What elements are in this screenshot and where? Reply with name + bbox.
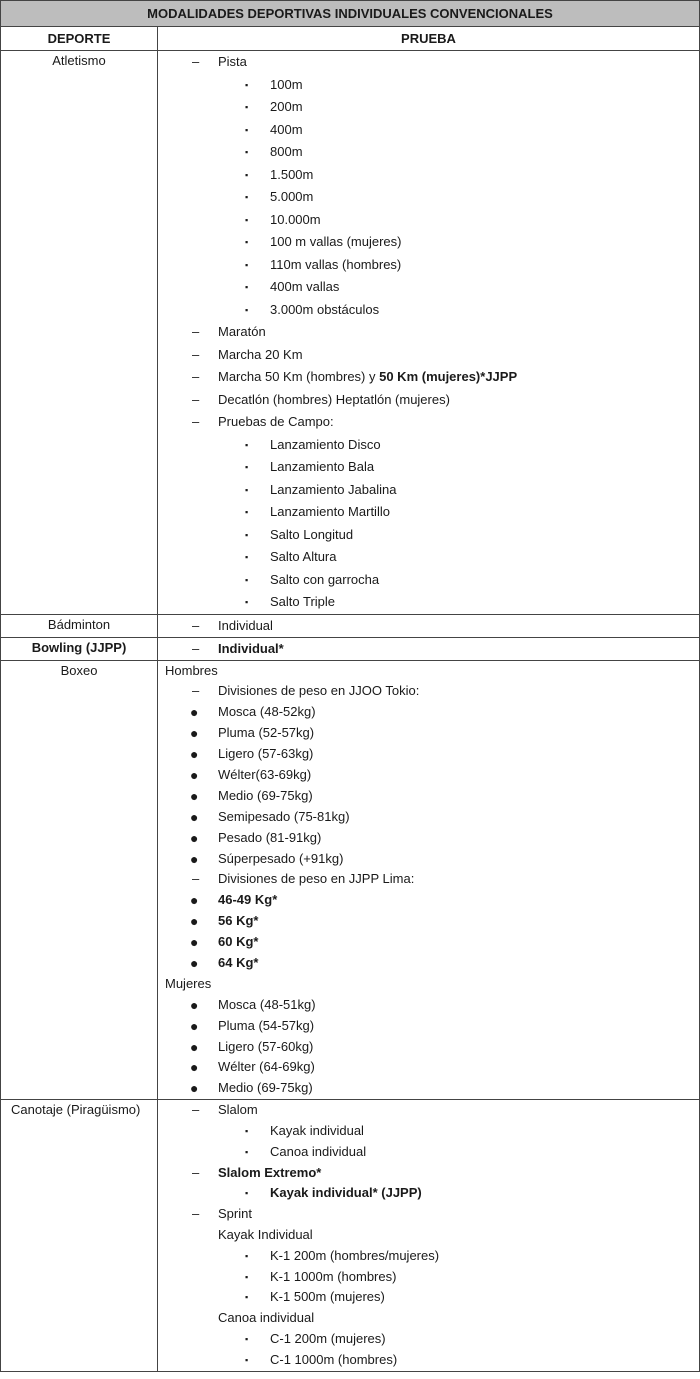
list-item bbox=[158, 1037, 699, 1058]
square-bullet-icon: ▪ bbox=[245, 1250, 249, 1261]
list-item-label: Kayak individual bbox=[270, 1123, 364, 1138]
list-item-text bbox=[158, 1310, 314, 1325]
square-bullet-icon: ▪ bbox=[245, 529, 249, 540]
list-item bbox=[158, 1057, 699, 1078]
list-item bbox=[158, 807, 699, 828]
list-item bbox=[158, 890, 699, 911]
dot-bullet-icon: ● bbox=[190, 934, 199, 951]
list-item bbox=[158, 974, 699, 995]
list-item bbox=[158, 744, 699, 765]
dash-bullet-icon: – bbox=[192, 54, 200, 69]
list-item-label: 64 Kg* bbox=[218, 954, 259, 970]
list-item-label: Slalom Extremo* bbox=[218, 1164, 322, 1180]
list-item bbox=[158, 1225, 699, 1246]
list-item-text bbox=[158, 746, 313, 761]
list-item-label: Lanzamiento Martillo bbox=[270, 504, 390, 519]
list-item-label: C-1 200m (mujeres) bbox=[270, 1330, 386, 1346]
list-item bbox=[158, 1329, 699, 1350]
list-item-text bbox=[158, 1227, 313, 1242]
dot-bullet-icon: ● bbox=[190, 913, 199, 930]
list-item bbox=[158, 389, 699, 412]
list-item-text bbox=[158, 1165, 321, 1180]
list-item bbox=[158, 456, 699, 479]
list-item-label: Kayak Individual bbox=[218, 1226, 313, 1242]
list-item-text bbox=[158, 641, 284, 656]
dash-bullet-icon: – bbox=[192, 1206, 200, 1222]
list-item-text bbox=[158, 1080, 313, 1095]
list-item bbox=[158, 1287, 699, 1308]
square-bullet-icon: ▪ bbox=[245, 192, 249, 202]
list-item-label: Maratón bbox=[218, 324, 266, 339]
list-item-label: Mosca (48-51kg) bbox=[218, 996, 316, 1012]
list-item bbox=[158, 1121, 699, 1142]
list-item bbox=[158, 786, 699, 807]
list-item-label: 800m bbox=[270, 144, 303, 159]
sport-cell: Boxeo bbox=[1, 660, 158, 1100]
list-item-label: Súperpesado (+91kg) bbox=[218, 850, 344, 866]
square-bullet-icon: ▪ bbox=[245, 484, 249, 495]
list-item-label: 1.500m bbox=[270, 166, 314, 182]
list-item-text bbox=[158, 1248, 439, 1263]
list-item bbox=[158, 299, 699, 322]
list-item-text bbox=[158, 618, 273, 633]
list-item bbox=[158, 1163, 699, 1184]
list-item-label: 60 Kg* bbox=[218, 934, 259, 950]
list-item bbox=[158, 661, 699, 682]
list-item bbox=[158, 681, 699, 702]
list-item-label: Pluma (54-57kg) bbox=[218, 1017, 315, 1033]
list-item bbox=[158, 1246, 699, 1267]
list-item-text bbox=[158, 1289, 385, 1304]
square-bullet-icon: ▪ bbox=[245, 1188, 249, 1199]
list-item-text bbox=[158, 1123, 364, 1138]
square-bullet-icon: ▪ bbox=[245, 214, 249, 225]
list-item-text bbox=[158, 1059, 315, 1074]
dash-bullet-icon: – bbox=[192, 346, 200, 362]
dot-bullet-icon: ● bbox=[190, 850, 199, 867]
list-item bbox=[158, 953, 699, 974]
square-bullet-icon: ▪ bbox=[245, 282, 249, 292]
list-item-label: 10.000m bbox=[270, 211, 321, 227]
list-item-text bbox=[158, 892, 277, 907]
list-item bbox=[158, 1204, 699, 1225]
square-bullet-icon: ▪ bbox=[245, 1271, 249, 1282]
dash-bullet-icon: – bbox=[192, 324, 200, 339]
table-row bbox=[1, 614, 700, 637]
list-item-text bbox=[158, 934, 258, 949]
dash-bullet-icon: – bbox=[192, 683, 200, 699]
list-item-label: K-1 1000m (hombres) bbox=[270, 1268, 397, 1284]
dash-bullet-icon: – bbox=[192, 369, 200, 384]
square-bullet-icon: ▪ bbox=[245, 102, 249, 112]
list-item-label: Lanzamiento Disco bbox=[270, 436, 381, 452]
dash-bullet-icon: – bbox=[192, 391, 200, 407]
list-item bbox=[158, 344, 699, 367]
list-item-label: 56 Kg* bbox=[218, 913, 259, 929]
list-item bbox=[158, 911, 699, 932]
list-item-text bbox=[158, 99, 303, 114]
column-header-event: PRUEBA bbox=[158, 27, 700, 51]
square-bullet-icon: ▪ bbox=[245, 507, 249, 517]
list-item bbox=[158, 546, 699, 569]
dot-bullet-icon: ● bbox=[190, 996, 199, 1013]
list-item bbox=[158, 276, 699, 299]
list-item bbox=[158, 638, 699, 660]
list-item-text bbox=[158, 122, 303, 137]
sport-cell: Canotaje (Piragüismo) bbox=[1, 1100, 158, 1371]
list-item-text bbox=[158, 572, 379, 587]
list-item-bold-label: 50 Km (mujeres)*JJPP bbox=[379, 369, 518, 384]
list-item bbox=[158, 849, 699, 870]
list-item bbox=[158, 569, 699, 592]
list-item-text bbox=[158, 324, 266, 339]
list-item-label: 46-49 Kg* bbox=[218, 892, 278, 908]
list-item-label: K-1 200m (hombres/mujeres) bbox=[270, 1247, 440, 1263]
square-bullet-icon: ▪ bbox=[245, 124, 249, 135]
dot-bullet-icon: ● bbox=[190, 1080, 199, 1097]
list-item-text bbox=[158, 54, 247, 69]
sport-cell: Atletismo bbox=[1, 51, 158, 615]
list-item-text bbox=[158, 504, 390, 519]
list-item-label: 100 m vallas (mujeres) bbox=[270, 234, 402, 249]
column-header-sport: DEPORTE bbox=[1, 27, 158, 51]
square-bullet-icon: ▪ bbox=[245, 259, 249, 270]
list-item-label: Marcha 20 Km bbox=[218, 346, 303, 362]
dash-bullet-icon: – bbox=[192, 617, 200, 633]
list-item-text bbox=[158, 369, 517, 384]
list-item bbox=[158, 501, 699, 524]
list-item-text bbox=[158, 955, 258, 970]
list-item-text bbox=[158, 663, 218, 678]
list-item bbox=[158, 524, 699, 547]
dash-bullet-icon: – bbox=[192, 640, 200, 656]
list-item-text bbox=[158, 459, 374, 474]
list-item-label: Pruebas de Campo: bbox=[218, 414, 334, 429]
square-bullet-icon: ▪ bbox=[245, 462, 249, 472]
table-body bbox=[1, 51, 700, 1372]
list-item-label: Divisiones de peso en JJOO Tokio: bbox=[218, 683, 420, 699]
square-bullet-icon: ▪ bbox=[245, 574, 249, 585]
list-item-text bbox=[158, 997, 316, 1012]
list-item-text bbox=[158, 1352, 397, 1367]
list-item-label: Medio (69-75kg) bbox=[218, 1080, 313, 1096]
list-item-text bbox=[158, 976, 211, 991]
dash-bullet-icon: – bbox=[192, 414, 200, 429]
list-item-label: Semipesado (75-81kg) bbox=[218, 808, 350, 824]
list-item-label: Sprint bbox=[218, 1206, 252, 1222]
dot-bullet-icon: ● bbox=[190, 725, 199, 742]
list-item-label: Individual bbox=[218, 617, 273, 633]
list-item bbox=[158, 723, 699, 744]
list-item-text bbox=[158, 913, 258, 928]
list-item-label: 100m bbox=[270, 76, 303, 92]
list-item bbox=[158, 96, 699, 119]
table-title: MODALIDADES DEPORTIVAS INDIVIDUALES CONVENCIONALES bbox=[1, 1, 700, 27]
list-item bbox=[158, 186, 699, 209]
list-item-label: 5.000m bbox=[270, 189, 314, 204]
event-list-cell bbox=[158, 614, 700, 637]
list-item-text bbox=[158, 257, 401, 272]
square-bullet-icon: ▪ bbox=[245, 1354, 249, 1365]
square-bullet-icon: ▪ bbox=[245, 304, 249, 315]
dash-bullet-icon: – bbox=[192, 1164, 200, 1180]
list-item-label: C-1 1000m (hombres) bbox=[270, 1351, 398, 1367]
list-item-text bbox=[158, 704, 316, 719]
list-item-text bbox=[158, 767, 311, 782]
list-item bbox=[158, 434, 699, 457]
list-item-text bbox=[158, 77, 303, 92]
list-item-text bbox=[158, 414, 334, 429]
square-bullet-icon: ▪ bbox=[245, 552, 249, 562]
list-item-text bbox=[158, 234, 402, 249]
square-bullet-icon: ▪ bbox=[245, 147, 249, 157]
dot-bullet-icon: ● bbox=[190, 746, 199, 763]
list-item bbox=[158, 51, 699, 74]
list-item-label: Salto Altura bbox=[270, 549, 337, 564]
list-item-label: Lanzamiento Jabalina bbox=[270, 481, 397, 497]
list-item-label: Salto con garrocha bbox=[270, 571, 380, 587]
list-item-label: Individual* bbox=[218, 640, 284, 656]
square-bullet-icon: ▪ bbox=[245, 439, 249, 450]
list-item bbox=[158, 479, 699, 502]
sport-cell: Bádminton bbox=[1, 614, 158, 637]
list-item bbox=[158, 1100, 699, 1121]
dot-bullet-icon: ● bbox=[190, 787, 199, 804]
list-item-label: 3.000m obstáculos bbox=[270, 301, 380, 317]
list-item-text bbox=[158, 851, 343, 866]
event-list-cell bbox=[158, 637, 700, 660]
square-bullet-icon: ▪ bbox=[245, 597, 249, 607]
list-item bbox=[158, 932, 699, 953]
list-item-text bbox=[158, 1102, 258, 1117]
list-item-text bbox=[158, 1185, 422, 1200]
list-item-label: Wélter(63-69kg) bbox=[218, 766, 312, 782]
event-list-cell bbox=[158, 660, 700, 1100]
list-item-label: Salto Longitud bbox=[270, 526, 354, 542]
list-item-label: Hombres bbox=[165, 662, 218, 678]
dash-bullet-icon: – bbox=[192, 1102, 200, 1118]
list-item bbox=[158, 411, 699, 434]
list-item-label: Kayak individual* (JJPP) bbox=[270, 1185, 422, 1201]
list-item bbox=[158, 231, 699, 254]
list-item bbox=[158, 1308, 699, 1329]
list-item-label: Pluma (52-57kg) bbox=[218, 725, 315, 741]
list-item-label: 200m bbox=[270, 99, 303, 114]
list-item-label: Canoa individual bbox=[270, 1143, 367, 1159]
dot-bullet-icon: ● bbox=[190, 1017, 199, 1034]
dot-bullet-icon: ● bbox=[190, 766, 199, 783]
list-item-label: Mujeres bbox=[165, 975, 212, 991]
list-item-label: 400m bbox=[270, 121, 303, 137]
list-item-label: 110m vallas (hombres) bbox=[270, 256, 402, 272]
list-item bbox=[158, 1350, 699, 1371]
list-item-label: Lanzamiento Bala bbox=[270, 459, 375, 474]
list-item-text bbox=[158, 1144, 366, 1159]
list-item bbox=[158, 366, 699, 389]
dot-bullet-icon: ● bbox=[190, 1038, 199, 1055]
list-item-text bbox=[158, 279, 339, 294]
list-item bbox=[158, 1016, 699, 1037]
dot-bullet-icon: ● bbox=[190, 1059, 199, 1076]
list-item-label: Ligero (57-60kg) bbox=[218, 1038, 314, 1054]
list-item-text bbox=[158, 437, 381, 452]
table-row bbox=[1, 660, 700, 1100]
list-item bbox=[158, 1267, 699, 1288]
list-item-label: Wélter (64-69kg) bbox=[218, 1059, 315, 1075]
list-item-label: Slalom bbox=[218, 1102, 258, 1118]
square-bullet-icon: ▪ bbox=[245, 1333, 249, 1344]
list-item bbox=[158, 1183, 699, 1204]
square-bullet-icon: ▪ bbox=[245, 1292, 249, 1303]
list-item-label: Divisiones de peso en JJPP Lima: bbox=[218, 871, 415, 887]
list-item bbox=[158, 995, 699, 1016]
list-item-text bbox=[158, 392, 450, 407]
list-item-text bbox=[158, 347, 303, 362]
list-item-text bbox=[158, 809, 350, 824]
dot-bullet-icon: ● bbox=[190, 829, 199, 846]
table-row bbox=[1, 1100, 700, 1371]
list-item bbox=[158, 615, 699, 637]
list-item bbox=[158, 702, 699, 723]
list-item-text bbox=[158, 482, 396, 497]
list-item bbox=[158, 74, 699, 97]
list-item bbox=[158, 828, 699, 849]
list-item bbox=[158, 869, 699, 890]
list-item bbox=[158, 254, 699, 277]
list-item-label: Salto Triple bbox=[270, 594, 336, 609]
list-item-text bbox=[158, 1331, 386, 1346]
list-item-text bbox=[158, 144, 303, 159]
list-item bbox=[158, 1142, 699, 1163]
list-item-label: Pesado (81-91kg) bbox=[218, 829, 322, 845]
list-item-label: Medio (69-75kg) bbox=[218, 787, 313, 803]
square-bullet-icon: ▪ bbox=[245, 169, 249, 180]
list-item-text bbox=[158, 1206, 252, 1221]
table-row bbox=[1, 637, 700, 660]
event-list-cell bbox=[158, 51, 700, 615]
square-bullet-icon: ▪ bbox=[245, 1126, 249, 1136]
list-item-text bbox=[158, 725, 314, 740]
dot-bullet-icon: ● bbox=[190, 954, 199, 971]
list-item-text bbox=[158, 212, 321, 227]
table-row bbox=[1, 51, 700, 615]
list-item-label: Pista bbox=[218, 54, 247, 69]
list-item bbox=[158, 321, 699, 344]
square-bullet-icon: ▪ bbox=[245, 1146, 249, 1157]
list-item-label: Canoa individual bbox=[218, 1310, 315, 1326]
list-item-label: Mosca (48-52kg) bbox=[218, 704, 316, 720]
list-item-label: 400m vallas bbox=[270, 279, 340, 294]
event-list-cell bbox=[158, 1100, 700, 1371]
list-item-label: Ligero (57-63kg) bbox=[218, 746, 314, 762]
list-item-text bbox=[158, 527, 353, 542]
list-item bbox=[158, 1078, 699, 1099]
square-bullet-icon: ▪ bbox=[245, 237, 249, 247]
square-bullet-icon: ▪ bbox=[245, 79, 249, 90]
list-item-text bbox=[158, 1039, 313, 1054]
dot-bullet-icon: ● bbox=[190, 704, 199, 721]
list-item bbox=[158, 591, 699, 614]
list-item-text bbox=[158, 189, 313, 204]
list-item-text bbox=[158, 1269, 396, 1284]
list-item-text bbox=[158, 302, 379, 317]
list-item bbox=[158, 164, 699, 187]
list-item bbox=[158, 209, 699, 232]
list-item-text bbox=[158, 830, 321, 845]
sport-cell: Bowling (JJPP) bbox=[1, 637, 158, 660]
list-item-text bbox=[158, 788, 313, 803]
list-item-text bbox=[158, 1018, 314, 1033]
list-item-label: K-1 500m (mujeres) bbox=[270, 1289, 385, 1305]
list-item-label: Decatlón (hombres) Heptatlón (mujeres) bbox=[218, 391, 450, 407]
dash-bullet-icon: – bbox=[192, 871, 200, 887]
dot-bullet-icon: ● bbox=[190, 808, 199, 825]
dot-bullet-icon: ● bbox=[190, 892, 199, 909]
list-item bbox=[158, 765, 699, 786]
list-item-text bbox=[158, 167, 313, 182]
list-item bbox=[158, 141, 699, 164]
list-item bbox=[158, 119, 699, 142]
list-item-label: Marcha 50 Km (hombres) y bbox=[218, 369, 380, 384]
